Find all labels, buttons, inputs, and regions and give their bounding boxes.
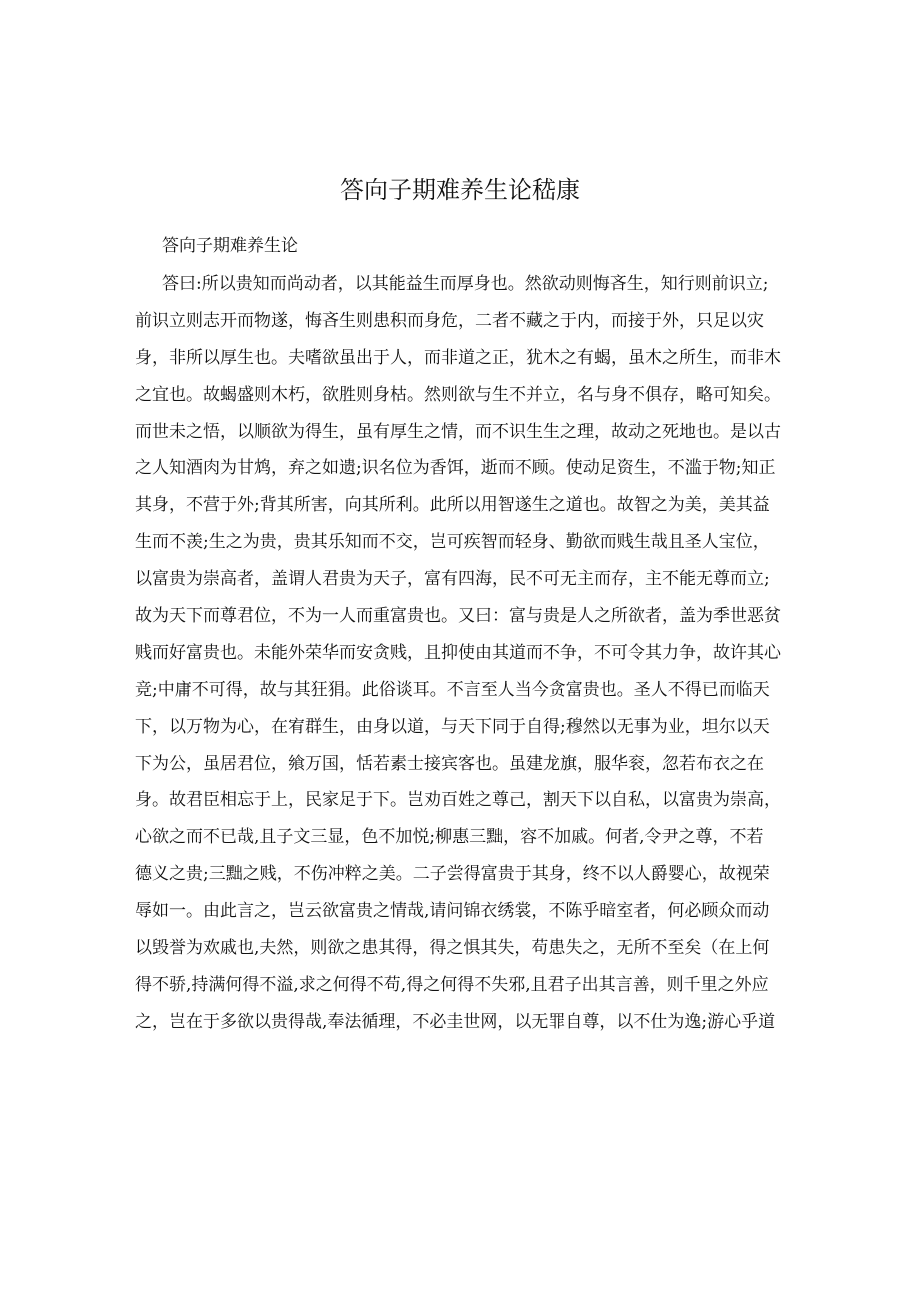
body-line: 以富贵为崇高者，盖谓人君贵为天子，富有四海，民不可无主而存，主不能无尊而立; bbox=[135, 569, 770, 590]
body-line: 下为公，虽居君位，飨万国，恬若素士接宾客也。虽建龙旗，服华衮，忽若布衣之在 bbox=[135, 753, 764, 774]
body-line: 之宜也。故蝎盛则木朽，欲胜则身枯。然则欲与生不并立，名与身不俱存，略可知矣。 bbox=[135, 384, 781, 405]
body-line: 身，非所以厚生也。夫嗜欲虽出于人，而非道之正，犹木之有蝎，虽木之所生，而非木 bbox=[135, 347, 781, 368]
body-line: 之，岂在于多欲以贵得哉,奉法循理，不必圭世网，以无罪自尊，以不仕为逸;游心乎道 bbox=[135, 1011, 776, 1032]
body-line: 身。故君臣相忘于上，民家足于下。岂劝百姓之尊己，割天下以自私，以富贵为崇高， bbox=[135, 790, 781, 811]
body-line: 生而不羡;生之为贵，贵其乐知而不交，岂可疾智而轻身、勤欲而贱生哉且圣人宝位， bbox=[135, 532, 770, 553]
body-line: 其身，不营于外;背其所害，向其所利。此所以用智遂生之道也。故智之为美，美其益 bbox=[135, 495, 770, 516]
body-line: 辱如一。由此言之，岂云欲富贵之情哉,请问锦衣绣裳，不陈乎暗室者，何必顾众而动 bbox=[135, 901, 770, 922]
body-line: 竞;中庸不可得，故与其狂狷。此俗谈耳。不言至人当今贪富贵也。圣人不得已而临天 bbox=[135, 679, 770, 700]
body-line: 答曰:所以贵知而尚动者，以其能益生而厚身也。然欲动则悔吝生，知行则前识立; bbox=[162, 274, 769, 294]
body-line: 德义之贵;三黜之贱，不伤冲粹之美。二子尝得富贵于其身，终不以人爵婴心，故视荣 bbox=[135, 864, 770, 885]
body-line: 故为天下而尊君位，不为一人而重富贵也。又曰：富与贵是人之所欲者，盖为季世恶贫 bbox=[135, 606, 781, 627]
body-line: 得不骄,持满何得不溢,求之何得不苟,得之何得不失邪,且君子出其言善，则千里之外应 bbox=[135, 974, 769, 995]
document-subheading: 答向子期难养生论 bbox=[162, 236, 298, 256]
document-body bbox=[135, 272, 785, 1047]
body-line: 前识立则志开而物遂，悔吝生则患积而身危，二者不藏之于内，而接于外，只足以灾 bbox=[135, 310, 764, 331]
body-line: 心欲之而不已哉,且子文三显，色不加悦;柳惠三黜，容不加戚。何者,令尹之尊，不若 bbox=[135, 827, 764, 848]
body-line: 之人知酒肉为甘鸩，弃之如遗;识名位为香饵，逝而不顾。使动足资生，不滥于物;知正 bbox=[135, 458, 776, 479]
body-line: 以毁誉为欢戚也,夫然，则欲之患其得，得之惧其失，苟患失之，无所不至矣（在上何 bbox=[135, 938, 770, 959]
body-line: 贱而好富贵也。未能外荣华而安贪贱，且抑使由其道而不争，不可令其力争，故许其心 bbox=[135, 642, 781, 663]
body-line: 而世未之悟，以顺欲为得生，虽有厚生之情，而不识生生之理，故动之死地也。是以古 bbox=[135, 421, 781, 442]
document-title: 答向子期难养生论嵇康 bbox=[340, 176, 580, 204]
body-line: 下，以万物为心，在宥群生，由身以道，与天下同于自得;穆然以无事为业，坦尔以天 bbox=[135, 716, 770, 737]
